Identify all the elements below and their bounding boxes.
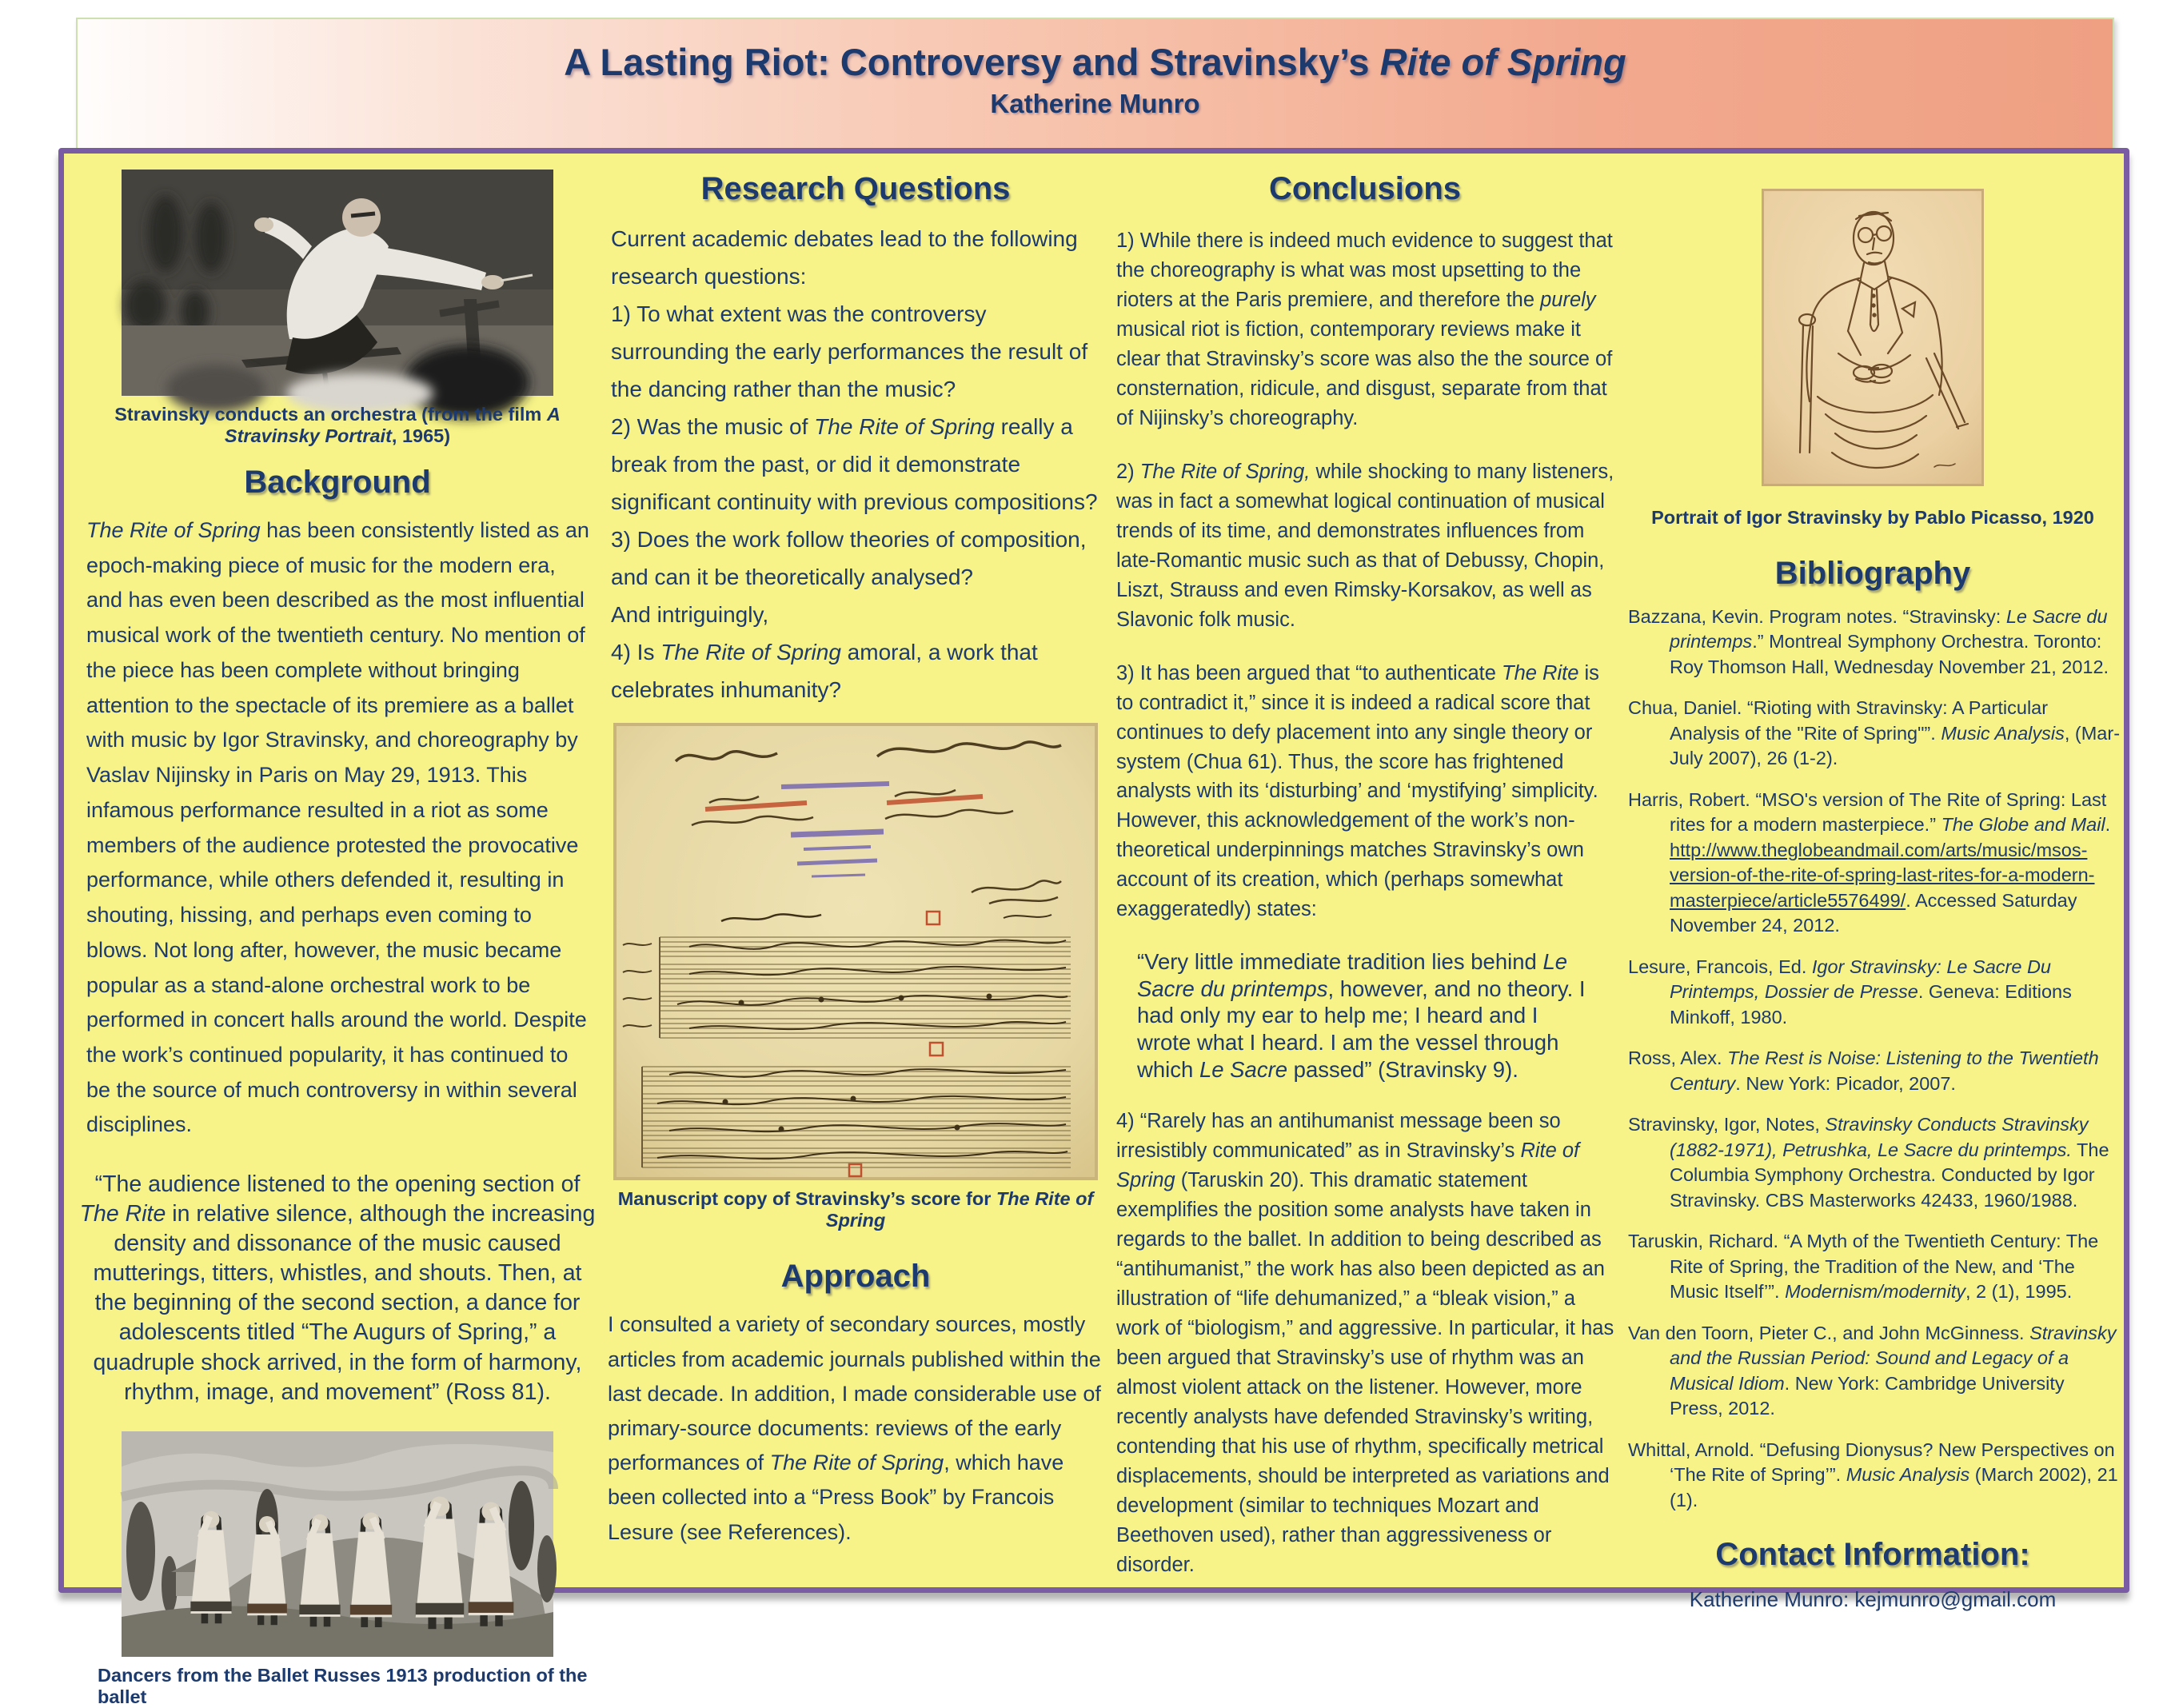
column-research-approach <box>605 160 1107 1579</box>
stravinsky-conducting-photo <box>122 170 553 396</box>
ross-pull-quote: “The audience listened to the opening section of The Rite in relative silence, although the increasing density and dissonance of the music caused mutterings, titters, whistles, and shouts. Then, at the beginning of the second section, a dance for adolescents titled “The Augurs of Spring,” a quadruple shock arrived, in the form of harmony, rhythm, image, and movement” (Ross 81). <box>79 1171 596 1405</box>
poster-columns <box>64 154 2124 1707</box>
column-background <box>75 160 600 1707</box>
poster-body-panel <box>58 148 2129 1707</box>
bibliography-entry: Whittal, Arnold. “Defusing Dionysus? New Perspectives on ‘The Rite of Spring’”. Music Analysis (March 2002), 21 (1). <box>1628 1439 2118 1510</box>
background-paragraph: The Rite of Spring has been consistently listed as an epoch-making piece of music for the modern era, and has even been described as the most influential musical work of the twentieth century. No mention of the piece has been complete without bringing attention to the spectacle of its premiere as a ballet with music by Igor Stravinsky, and choreography by Vaslav Nijinsky in Paris on May 29, 1913. This infamous performance resulted in a riot as some members of the audience protested the provocative performance, while others defended it, resulting in shouting, hissing, and perhaps even coming to blows. Not long after, however, the music became popular as a stand-alone orchestral work to be performed in concert halls around the world. Despite the work’s continued popularity, it has continued to be the source of much controversy in within several disciplines. <box>86 518 589 1137</box>
bibliography-entry: Ross, Alex. The Rest is Noise: Listening to the Twentieth Century. New York: Picador, 2007. <box>1628 1048 2099 1094</box>
research-question-1: 1) To what extent was the controversy surrounding the early performances the result of the dancing rather than the music? <box>611 301 1088 402</box>
poster-title: A Lasting Riot: Controversy and Stravinsky’s Rite of Spring <box>564 41 1626 83</box>
bibliography-entry: Taruskin, Richard. “A Myth of the Twentieth Century: The Rite of Spring, the Tradition of the New, and ‘The Music Itself’”. Modernism/modernity, 2 (1), 1995. <box>1628 1231 2099 1303</box>
research-bridge: And intriguingly, <box>611 602 769 628</box>
research-intro: Current academic debates lead to the following research questions: <box>611 226 1078 289</box>
research-questions-heading: Research Questions <box>700 171 1011 206</box>
manuscript-caption: Manuscript copy of Stravinsky’s score for The Rite of Spring <box>617 1188 1094 1231</box>
bibliography-list <box>1628 605 2121 1513</box>
approach-paragraph: I consulted a variety of secondary sources, mostly articles from academic journals published within the last decade. In addition, I made considerable use of primary-source documents: reviews of the early performances of The Rite of Spring, which have been collected into a “Press Book” by Francois Lesure (see References). <box>608 1312 1101 1544</box>
bibliography-entry: Van den Toorn, Pieter C., and John McGinness. Stravinsky and the Russian Period: Sound and Legacy of a Musical Idiom. New York: Cambridge University Press, 2012. <box>1628 1322 2117 1419</box>
bibliography-entry: Harris, Robert. “MSO's version of The Rite of Spring: Last rites for a modern masterpiece.” The Globe and Mail. http://www.theglobeandmail.com/arts/music/msos-version-of-the-rite-of-spring-last-rites-for-a-modern-masterpiece/article5576499/. Accessed Saturday November 24, 2012. <box>1628 788 2111 936</box>
bibliography-entry: Stravinsky, Igor, Notes, Stravinsky Conducts Stravinsky (1882-1971), Petrushka, Le Sacre du printemps. The Columbia Symphony Orchestra. Conducted by Igor Stravinsky. CBS Masterworks 42433, 1960/1988. <box>1628 1114 2109 1211</box>
research-question-4: 4) Is The Rite of Spring amoral, a work that celebrates inhumanity? <box>611 640 1038 703</box>
bibliography-entry: Bazzana, Kevin. Program notes. “Stravinsky: Le Sacre du printemps.” Montreal Symphony Orchestra. Toronto: Roy Thomson Hall, Wednesday November 21, 2012. <box>1628 606 2109 677</box>
contact-heading: Contact Information: <box>1715 1537 2030 1573</box>
conclusion-2: 2) The Rite of Spring, while shocking to many listeners, was in fact a somewhat logical continuation of musical trends of its time, and demonstrates influences from late-Romantic music such as that of Debussy, Chopin, Liszt, Strauss and even Rimsky-Korsakov, as well as Slavonic folk music. <box>1116 460 1614 631</box>
stravinsky-quote: “Very little immediate tradition lies behind Le Sacre du printemps, however, and no theory. I had only my ear to help me; I heard and I wrote what I heard. I am the vessel through which Le Sacre passed” (Stravinsky 9). <box>1137 949 1586 1082</box>
conducting-photo-caption: Stravinsky conducts an orchestra (from the film A Stravinsky Portrait, 1965) <box>114 404 561 446</box>
dancers-photo-caption: Dancers from the Ballet Russes 1913 production of the ballet <box>98 1664 588 1707</box>
poster-author: Katherine Munro <box>990 89 1200 118</box>
ballet-dancers-photo <box>122 1431 553 1657</box>
column-conclusions <box>1111 160 1618 1579</box>
approach-heading: Approach <box>780 1259 931 1295</box>
column-bibliography <box>1623 160 2122 1612</box>
background-heading: Background <box>244 465 431 500</box>
conclusion-3: 3) It has been argued that “to authenticate The Rite is to contradict it,” since it is indeed a radical score that continues to defy placement into any single theory or system (Chua 61). Thus, the score has frightened analysts with its ‘disturbing’ and ‘mystifying’ simplicity. However, this acknowledgement of the work’s non-theoretical underpinnings matches Stravinsky’s own account of its creation, which (perhaps somewhat exaggeratedly) states: <box>1116 661 1599 921</box>
conclusions-heading: Conclusions <box>1268 171 1462 206</box>
manuscript-score-image <box>613 723 1098 1180</box>
conclusion-4: 4) “Rarely has an antihumanist message been so irresistibly communicated” as in Stravinsky’s Rite of Spring (Taruskin 20). This dramatic statement exemplifies the position some analysts have taken in regards to the ballet. In addition to being described as “antihumanist,” the work has also been depicted as an illustration of “life dehumanized,” a “bleak vision,” a work of “biologism,” and aggressive. In particular, it has been argued that Stravinsky’s use of rhythm was an almost violent attack on the listener. However, more recently analysts have defended Stravinsky’s writing, contending that his use of rhythm, specifically metrical displacements, should be interpreted as variations and development (similar to techniques Mozart and Beethoven used), rather than aggressiveness or disorder. <box>1116 1110 1614 1576</box>
bibliography-url-link[interactable]: http://www.theglobeandmail.com/arts/music/msos-version-of-the-rite-of-spring-last-rites-for-a-modern-masterpiece/article5576499/ <box>1670 839 2095 911</box>
poster-title-banner <box>76 18 2114 151</box>
research-question-3: 3) Does the work follow theories of composition, and can it be theoretically analysed? <box>611 527 1087 590</box>
contact-email-line: Katherine Munro: kejmunro@gmail.com <box>1689 1587 2057 1612</box>
conclusion-1: 1) While there is indeed much evidence to suggest that the choreography is what was most upsetting to the rioters at the Paris premiere, and therefore the purely musical riot is fiction, contemporary reviews make it clear that Stravinsky’s score was also the the source of consternation, ridicule, and disgust, separate from that of Nijinsky’s choreography. <box>1116 229 1613 429</box>
bibliography-entry: Chua, Daniel. “Rioting with Stravinsky: A Particular Analysis of the "Rite of Spring"”. Music Analysis, (Mar-July 2007), 26 (1-2). <box>1628 697 2121 769</box>
bibliography-entry: Lesure, Francois, Ed. Igor Stravinsky: Le Sacre Du Printemps, Dossier de Presse. Geneva: Editions Minkoff, 1980. <box>1628 956 2072 1028</box>
picasso-portrait-image <box>1762 189 1984 486</box>
research-question-2: 2) Was the music of The Rite of Spring really a break from the past, or did it demonstrate significant continuity with previous compositions? <box>611 414 1098 515</box>
portrait-caption: Portrait of Igor Stravinsky by Pablo Picasso, 1920 <box>1651 507 2094 528</box>
bibliography-heading: Bibliography <box>1774 556 1971 591</box>
